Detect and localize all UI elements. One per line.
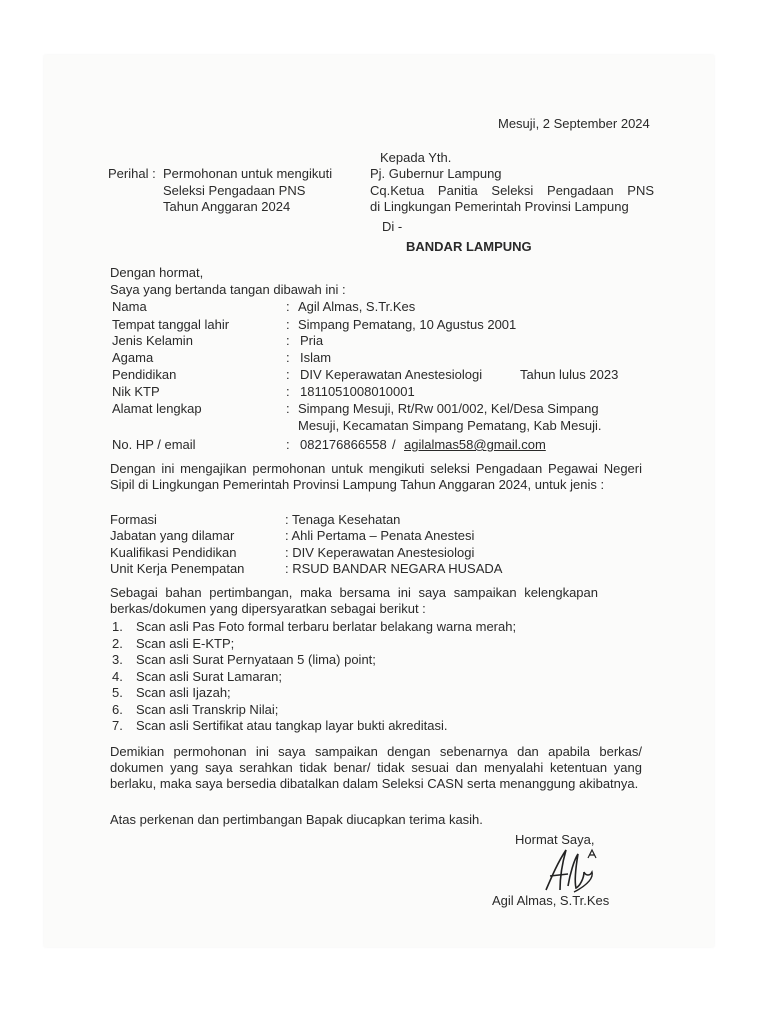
kualifikasi-value: : DIV Keperawatan Anestesiologi [285, 545, 475, 560]
list-item: 5. Scan asli Ijazah; [112, 685, 231, 700]
phone-value: 082176866558 [300, 437, 387, 452]
recipient-city: BANDAR LAMPUNG [406, 239, 532, 254]
closing-paragraph: Demikian permohonan ini saya sampaikan dengan sebenarnya dan apabila berkas/ dokumen yang saya serahkan tidak benar/ tidak sesuai dan menyalahi ketentuan yang berlaku, maka saya bersedia dibatalkan dalam Seleksi CASN serta menanggung akibatnya. [110, 744, 642, 791]
subject-line1: Permohonan untuk mengikuti [163, 166, 333, 181]
list-item: 3. Scan asli Surat Pernyataan 5 (lima) point; [112, 652, 376, 667]
thanks-line: Atas perkenan dan pertimbangan Bapak diucapkan terima kasih. [110, 812, 483, 827]
formasi-label: Formasi [110, 512, 157, 527]
address-colon: : [286, 401, 290, 416]
email-link[interactable]: agilalmas58@gmail.com [404, 437, 546, 452]
religion-colon: : [286, 350, 290, 365]
birth-label: Tempat tanggal lahir [112, 317, 230, 332]
list-item: 6. Scan asli Transkrip Nilai; [112, 702, 279, 717]
jabatan-value: : Ahli Pertama – Penata Anestesi [285, 528, 475, 543]
address-label: Alamat lengkap [112, 401, 202, 416]
name-label: Nama [112, 299, 147, 314]
list-item: 1. Scan asli Pas Foto formal terbaru berlatar belakang warna merah; [112, 619, 517, 634]
recipient-di: Di - [382, 219, 403, 234]
recipient-to: Kepada Yth. [380, 150, 452, 165]
name-value: Agil Almas, S.Tr.Kes [298, 299, 416, 314]
religion-label: Agama [112, 350, 154, 365]
unit-value: : RSUD BANDAR NEGARA HUSADA [285, 561, 503, 576]
regards: Hormat Saya, [515, 832, 595, 847]
contact-colon: : [286, 437, 290, 452]
contact-slash: / [392, 437, 396, 452]
documents-intro: Sebagai bahan pertimbangan, maka bersama ini saya sampaikan kelengkapan berkas/dokumen yang dipersyaratkan sebagai berikut : [110, 585, 598, 616]
gender-colon: : [286, 333, 290, 348]
address-line1: Simpang Mesuji, Rt/Rw 001/002, Kel/Desa Simpang [298, 401, 599, 416]
list-item: 2. Scan asli E-KTP; [112, 636, 235, 651]
religion-value: Islam [300, 350, 332, 365]
nik-colon: : [286, 384, 290, 399]
gender-label: Jenis Kelamin [112, 333, 193, 348]
application-paragraph: Dengan ini mengajikan permohonan untuk mengikuti seleksi Pengadaan Pegawai Negeri Sipil di Lingkungan Pemerintah Provinsi Lampung Tahun Anggaran 2024, untuk jenis : [110, 461, 642, 492]
birth-value: Simpang Pematang, 10 Agustus 2001 [298, 317, 517, 332]
recipient-line2: Cq.Ketua Panitia Seleksi Pengadaan PNS [370, 183, 654, 198]
list-item: 7. Scan asli Sertifikat atau tangkap layar bukti akreditasi. [112, 718, 448, 733]
address-line2: Mesuji, Kecamatan Simpang Pematang, Kab Mesuji. [298, 418, 602, 433]
greeting: Dengan hormat, [110, 265, 204, 280]
jabatan-label: Jabatan yang dilamar [110, 528, 235, 543]
formasi-value: : Tenaga Kesehatan [285, 512, 401, 527]
grad-year: Tahun lulus 2023 [520, 367, 619, 382]
subject-line2: Seleksi Pengadaan PNS [163, 183, 306, 198]
place-date: Mesuji, 2 September 2024 [498, 116, 650, 131]
education-colon: : [286, 367, 290, 382]
recipient-line1: Pj. Gubernur Lampung [370, 166, 502, 181]
subject-label: Perihal : [108, 166, 156, 181]
nik-label: Nik KTP [112, 384, 160, 399]
recipient-line3: di Lingkungan Pemerintah Provinsi Lampung [370, 199, 629, 214]
name-colon: : [286, 299, 290, 314]
education-value: DIV Keperawatan Anestesiologi [300, 367, 483, 382]
subject-line3: Tahun Anggaran 2024 [163, 199, 291, 214]
intro-line: Saya yang bertanda tangan dibawah ini : [110, 282, 346, 297]
signer-name: Agil Almas, S.Tr.Kes [492, 893, 610, 908]
contact-label: No. HP / email [112, 437, 196, 452]
signature [538, 846, 608, 894]
education-label: Pendidikan [112, 367, 177, 382]
unit-label: Unit Kerja Penempatan [110, 561, 245, 576]
kualifikasi-label: Kualifikasi Pendidikan [110, 545, 237, 560]
gender-value: Pria [300, 333, 324, 348]
nik-value: 1811051008010001 [300, 384, 415, 399]
birth-colon: : [286, 317, 290, 332]
list-item: 4. Scan asli Surat Lamaran; [112, 669, 282, 684]
